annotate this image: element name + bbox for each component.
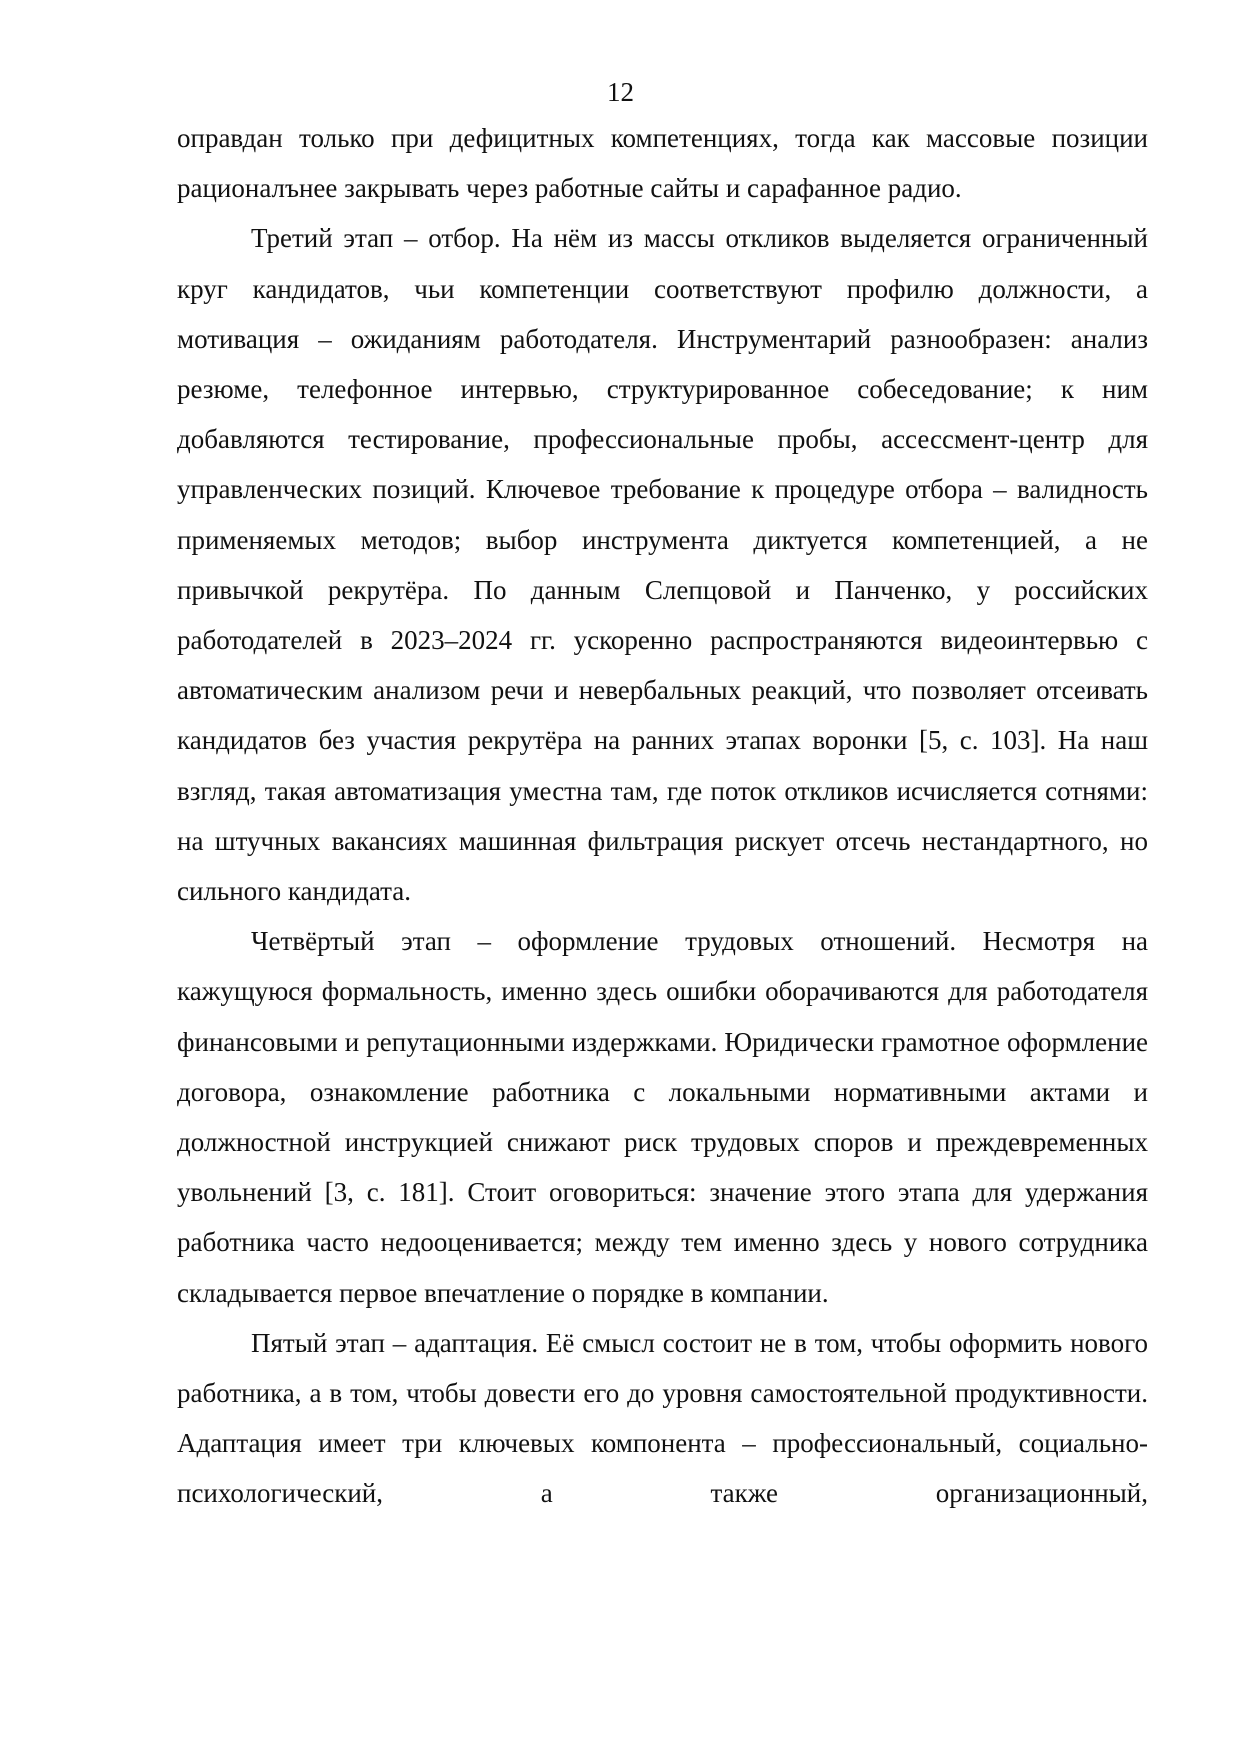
page-number: 12 [607, 77, 634, 107]
paragraph: Третий этап – отбор. На нём из массы откликов выделяется ограниченный круг кандидатов, чьи компетенции соответствуют профилю должности, а мотивация – ожиданиям работодателя. Инструментарий разнообразен: анализ резюме, телефонное интервью, структурированное собеседование; к ним добавляются тестирование, профессиональные пробы, ассессмент-центр для управленческих позиций. Ключевое требование к процедуре отбора – валидность применяемых методов; выбор инструмента диктуется компетенцией, а не привычкой рекрутёра. По данным Слепцовой и Панченко, у российских работодателей в 2023–2024 гг. ускоренно распространяются видеоинтервью с автоматическим анализом речи и невербальных реакций, что позволяет отсеивать кандидатов без участия рекрутёра на ранних этапах воронки [5, с. 103]. На наш взгляд, такая автоматизация уместна там, где поток откликов исчисляется сотнями: на штучных вакансиях машинная фильтрация рискует отсечь нестандартного, но сильного кандидата. [177, 223, 1148, 907]
paragraph: Пятый этап – адаптация. Её смысл состоит не в том, чтобы оформить нового работника, а в том, чтобы довести его до уровня самостоятельной продуктивности. Адаптация имеет три ключевых компонента – профессиональный, социально-психологический, а также организационный, [177, 1327, 1148, 1509]
paragraph: Четвёртый этап – оформление трудовых отношений. Несмотря на кажущуюся формальность, именно здесь ошибки оборачиваются для работодателя финансовыми и репутационными издержками. Юридически грамотное оформление договора, ознакомление работника с локальными нормативными актами и должностной инструкцией снижают риск трудовых споров и преждевременных увольнений [3, с. 181]. Стоит оговориться: значение этого этапа для удержания работника часто недооценивается; между тем именно здесь у нового сотрудника складывается первое впечатление о порядке в компании. [177, 926, 1148, 1308]
document-body [177, 113, 1148, 1519]
paragraph: оправдан только при дефицитных компетенциях, тогда как массовые позиции рационалънее закрывать через работные сайты и сарафанное радио. [177, 123, 1148, 204]
